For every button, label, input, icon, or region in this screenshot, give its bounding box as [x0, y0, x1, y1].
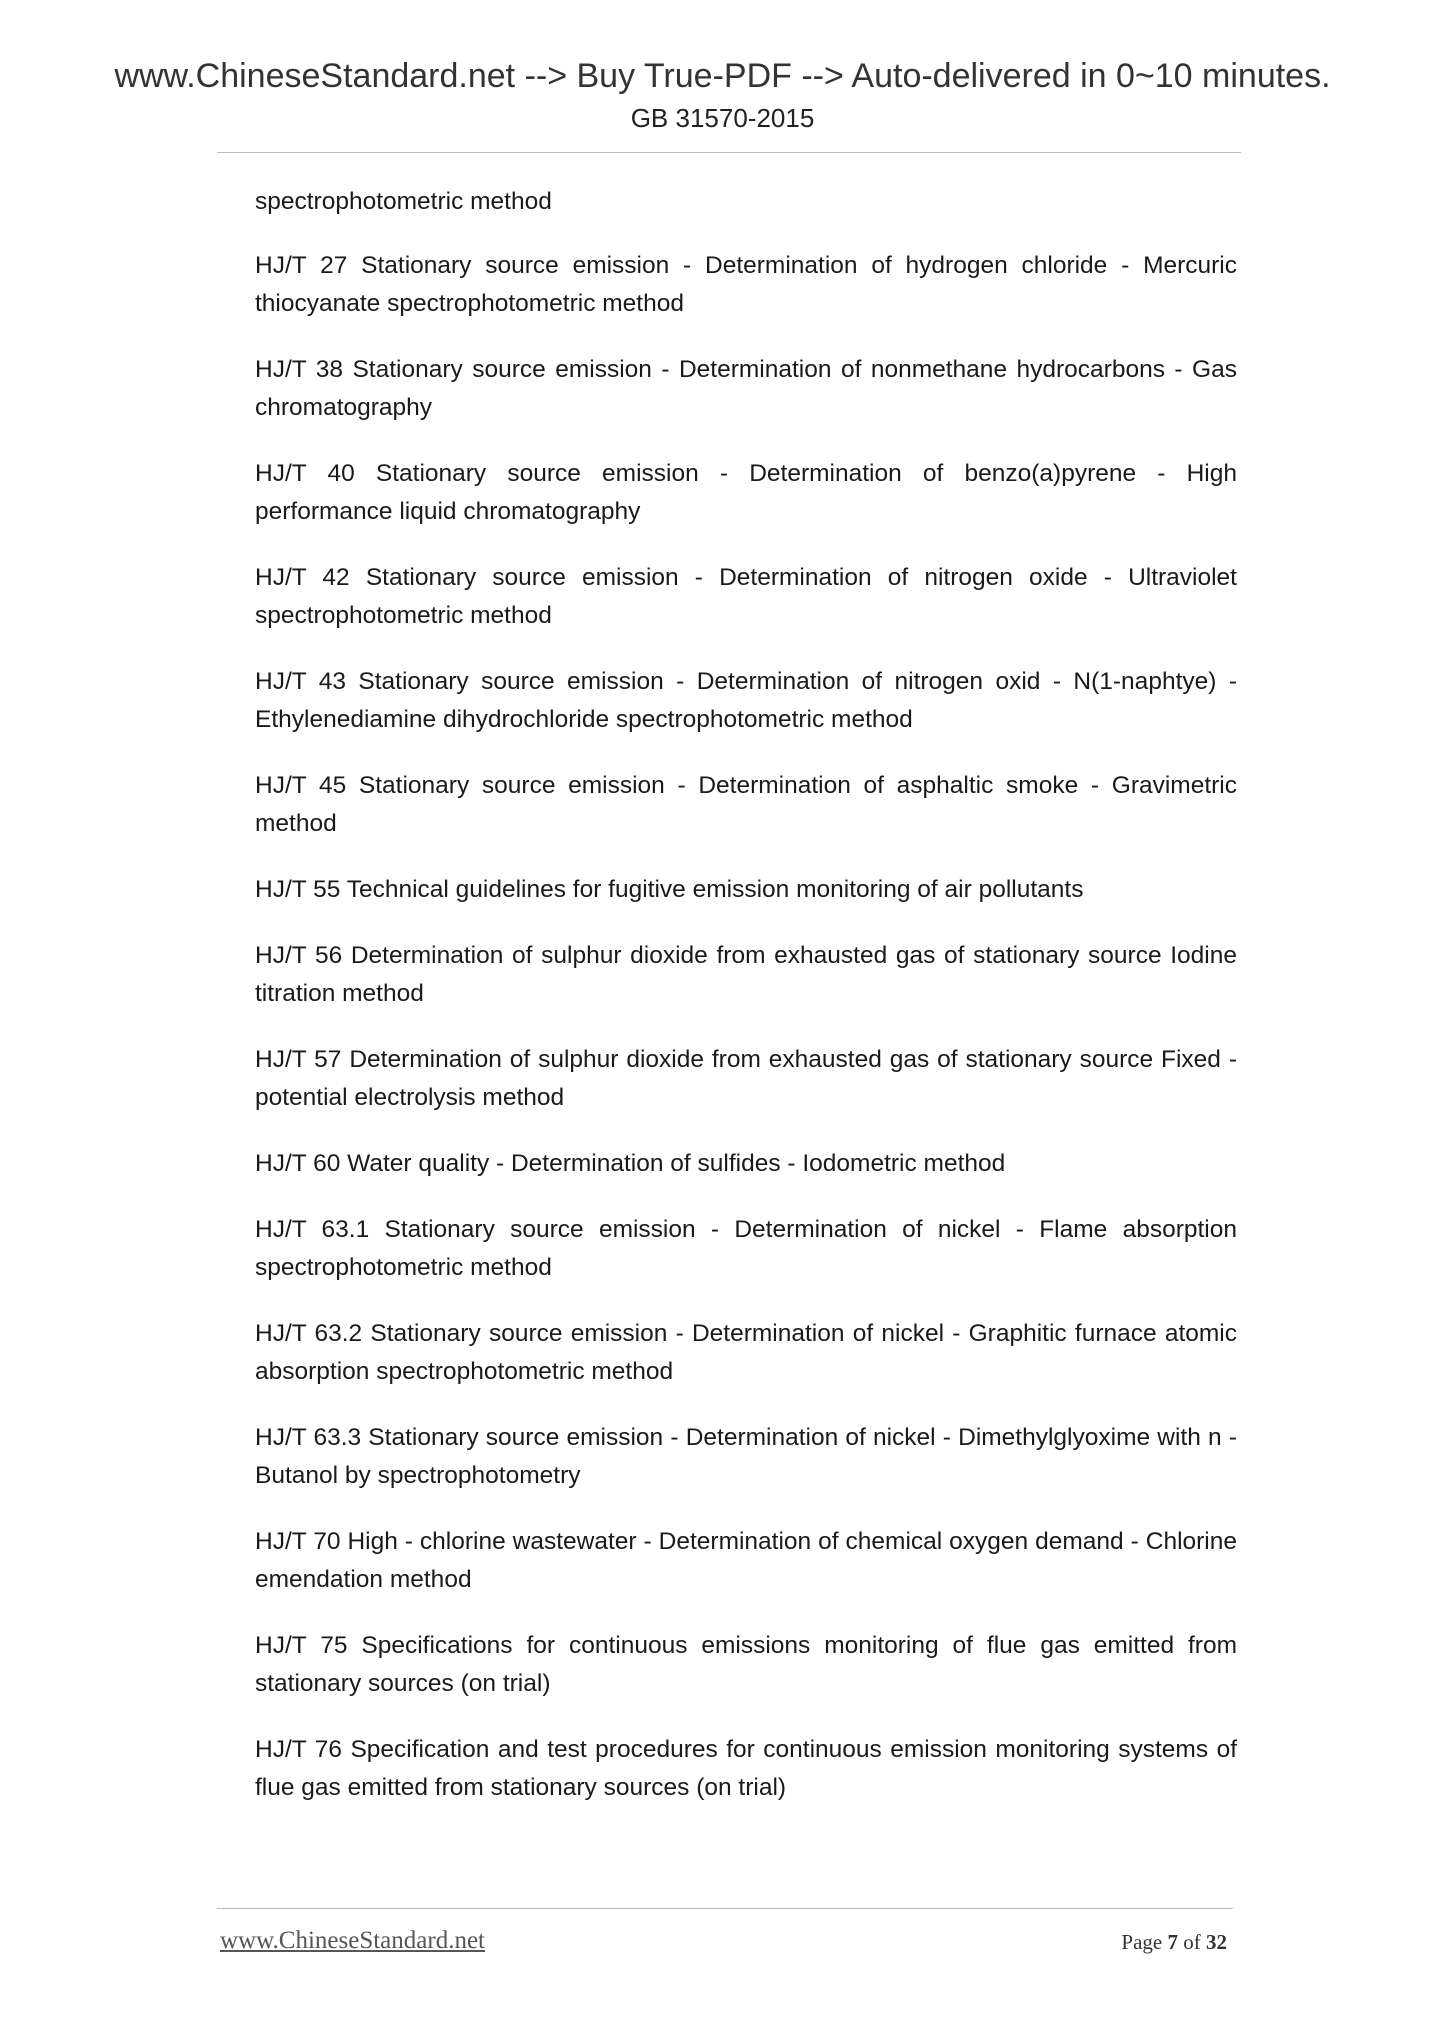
footer-site-link[interactable]: www.ChineseStandard.net	[220, 1927, 485, 1954]
list-item: HJ/T 57 Determination of sulphur dioxide from exhausted gas of stationary source Fixed - potential electrolysis method	[255, 1046, 1237, 1111]
standard-code: GB 31570-2015	[630, 103, 815, 133]
list-item: HJ/T 40 Stationary source emission - Determination of benzo(a)pyrene - High performance liquid chromatography	[255, 460, 1237, 525]
list-item: HJ/T 38 Stationary source emission - Determination of nonmethane hydrocarbons - Gas chromatography	[255, 356, 1237, 421]
list-item: HJ/T 75 Specifications for continuous emissions monitoring of flue gas emitted from stationary sources (on trial)	[255, 1632, 1237, 1697]
list-item: HJ/T 45 Stationary source emission - Determination of asphaltic smoke - Gravimetric method	[255, 772, 1237, 837]
page-number	[1121, 1929, 1227, 1955]
header-banner: www.ChineseStandard.net --> Buy True-PDF --> Auto-delivered in 0~10 minutes.	[114, 57, 1331, 95]
list-item: HJ/T 63.3 Stationary source emission - Determination of nickel - Dimethylglyoxime with n - Butanol by spectrophotometry	[255, 1424, 1237, 1489]
list-item: HJ/T 76 Specification and test procedures for continuous emission monitoring systems of flue gas emitted from stationary sources (on trial)	[255, 1736, 1237, 1801]
list-item: HJ/T 60 Water quality - Determination of sulfides - Iodometric method	[255, 1150, 1006, 1177]
of-label: of	[1183, 1930, 1201, 1954]
list-item: HJ/T 56 Determination of sulphur dioxide from exhausted gas of stationary source Iodine titration method	[255, 942, 1237, 1007]
list-item: HJ/T 27 Stationary source emission - Determination of hydrogen chloride - Mercuric thiocyanate spectrophotometric method	[255, 252, 1237, 317]
reference-list	[255, 183, 1237, 1835]
list-item: HJ/T 63.1 Stationary source emission - Determination of nickel - Flame absorption spectrophotometric method	[255, 1216, 1237, 1281]
page-label: Page	[1121, 1930, 1163, 1954]
current-page: 7	[1167, 1930, 1178, 1954]
list-item: HJ/T 63.2 Stationary source emission - Determination of nickel - Graphitic furnace atomic absorption spectrophotometric method	[255, 1320, 1237, 1385]
header-divider	[217, 152, 1241, 153]
list-item: HJ/T 42 Stationary source emission - Determination of nitrogen oxide - Ultraviolet spectrophotometric method	[255, 564, 1237, 629]
list-item: HJ/T 55 Technical guidelines for fugitive emission monitoring of air pollutants	[255, 876, 1084, 903]
total-pages: 32	[1206, 1930, 1227, 1954]
list-item: HJ/T 43 Stationary source emission - Determination of nitrogen oxid - N(1-naphtye) - Ethylenediamine dihydrochloride spectrophotometric method	[255, 668, 1237, 733]
list-item: HJ/T 70 High - chlorine wastewater - Determination of chemical oxygen demand - Chlorine emendation method	[255, 1528, 1237, 1593]
footer-divider	[217, 1908, 1233, 1909]
list-item: spectrophotometric method	[255, 188, 552, 215]
